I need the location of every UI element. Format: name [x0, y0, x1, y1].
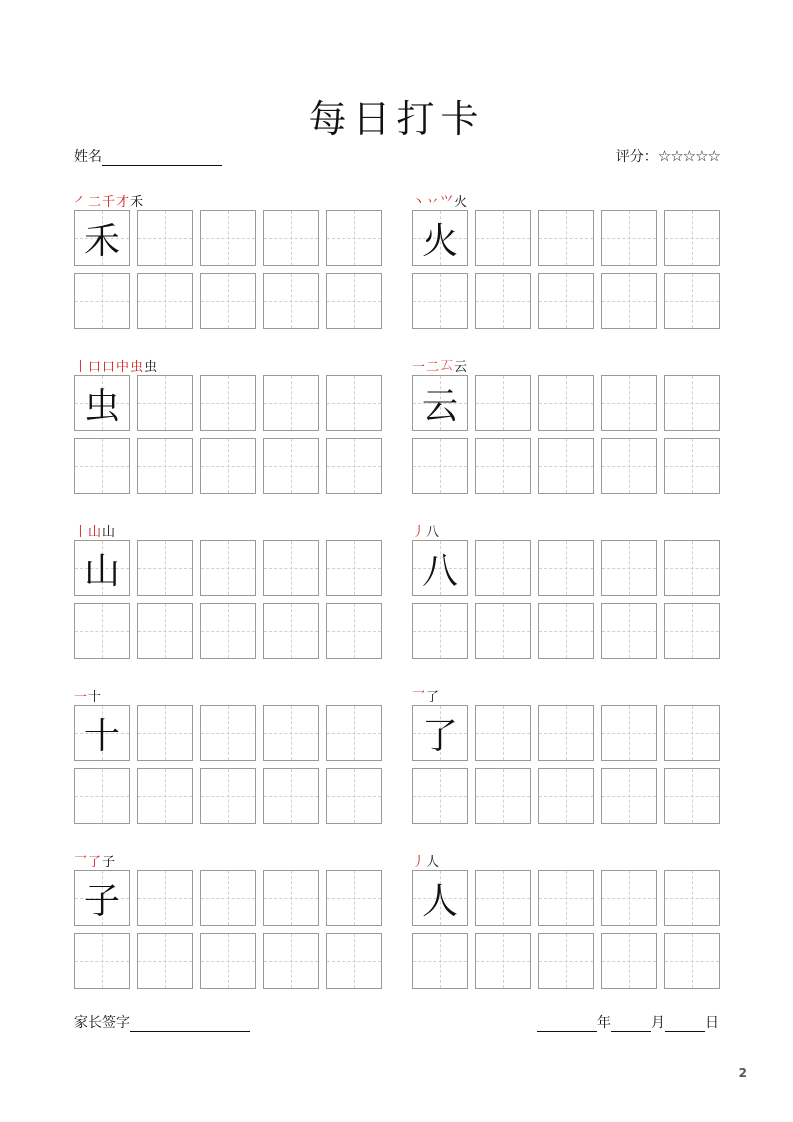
practice-cell[interactable] — [664, 210, 720, 266]
practice-cell[interactable] — [538, 438, 594, 494]
page-title: 每日打卡 — [308, 97, 485, 141]
model-character: 人 — [421, 880, 458, 922]
stroke-step: 一 — [412, 359, 426, 375]
stroke-step: 𠫔 — [440, 358, 454, 374]
page-number: 2 — [738, 1066, 747, 1080]
stroke-step: ㇒ — [74, 194, 88, 210]
practice-cell[interactable] — [601, 540, 657, 596]
practice-cell[interactable] — [326, 273, 382, 329]
year-label: 年 — [597, 1015, 611, 1031]
practice-cell[interactable] — [137, 933, 193, 989]
practice-cell[interactable] — [601, 705, 657, 761]
practice-cell[interactable] — [412, 603, 468, 659]
practice-cell[interactable] — [74, 603, 130, 659]
model-character-cell — [412, 705, 468, 761]
model-character: 虫 — [83, 385, 120, 427]
practice-block — [412, 355, 724, 505]
practice-cell[interactable] — [664, 705, 720, 761]
practice-cell[interactable] — [263, 603, 319, 659]
practice-cell[interactable] — [664, 273, 720, 329]
practice-cell[interactable] — [326, 375, 382, 431]
practice-cell[interactable] — [475, 603, 531, 659]
parent-sign-label: 家长签字 — [74, 1015, 130, 1031]
practice-cell[interactable] — [263, 210, 319, 266]
practice-cell[interactable] — [200, 870, 256, 926]
practice-cell[interactable] — [475, 933, 531, 989]
stroke-order — [74, 850, 116, 870]
practice-cell[interactable] — [326, 603, 382, 659]
practice-cell[interactable] — [538, 273, 594, 329]
stroke-step: 千 — [102, 194, 116, 210]
practice-cell[interactable] — [475, 870, 531, 926]
stroke-order — [74, 685, 102, 705]
model-character-cell — [74, 210, 130, 266]
model-character: 火 — [421, 220, 458, 262]
stroke-step: 丨 — [74, 359, 88, 375]
practice-cell[interactable] — [601, 603, 657, 659]
practice-cell[interactable] — [200, 438, 256, 494]
practice-cell[interactable] — [412, 933, 468, 989]
practice-cell[interactable] — [137, 438, 193, 494]
practice-cell[interactable] — [200, 768, 256, 824]
practice-cell[interactable] — [326, 768, 382, 824]
practice-cell[interactable] — [326, 438, 382, 494]
date-field — [537, 1012, 719, 1032]
practice-cell[interactable] — [538, 603, 594, 659]
practice-block — [412, 190, 724, 340]
practice-cell[interactable] — [664, 540, 720, 596]
practice-cell[interactable] — [601, 375, 657, 431]
stroke-order — [74, 520, 116, 540]
practice-block — [74, 685, 386, 835]
stroke-step: 二 — [88, 194, 102, 210]
model-character-cell — [412, 870, 468, 926]
practice-cell[interactable] — [538, 933, 594, 989]
stroke-step: 丷 — [426, 194, 440, 210]
practice-cell[interactable] — [475, 705, 531, 761]
stroke-step-final: 人 — [426, 854, 440, 870]
practice-cell[interactable] — [664, 438, 720, 494]
practice-cell[interactable] — [601, 273, 657, 329]
stroke-step: 丿 — [412, 524, 426, 540]
practice-cell[interactable] — [664, 603, 720, 659]
practice-cell[interactable] — [74, 273, 130, 329]
stroke-order — [412, 190, 468, 210]
practice-cell[interactable] — [475, 210, 531, 266]
practice-cell[interactable] — [137, 273, 193, 329]
practice-cell[interactable] — [74, 933, 130, 989]
practice-block — [74, 190, 386, 340]
practice-cell[interactable] — [326, 210, 382, 266]
stroke-step-final: 了 — [426, 689, 440, 705]
score-field — [616, 146, 720, 166]
score-stars-icon: ☆☆☆☆☆ — [657, 147, 720, 165]
model-character: 山 — [83, 550, 120, 592]
practice-cell[interactable] — [475, 375, 531, 431]
stroke-step: 二 — [426, 359, 440, 375]
stroke-step-final: 山 — [102, 524, 116, 540]
practice-cell[interactable] — [326, 870, 382, 926]
practice-block — [74, 850, 386, 1000]
practice-cell[interactable] — [538, 375, 594, 431]
stroke-step: 了 — [88, 854, 102, 870]
practice-cell[interactable] — [137, 210, 193, 266]
practice-cell[interactable] — [263, 375, 319, 431]
day-blank-line[interactable] — [665, 1013, 705, 1032]
practice-cell[interactable] — [326, 933, 382, 989]
practice-cell[interactable] — [263, 768, 319, 824]
stroke-step: 丨 — [74, 524, 88, 540]
practice-cell[interactable] — [137, 870, 193, 926]
stroke-step-final: 十 — [88, 689, 102, 705]
practice-cell[interactable] — [601, 438, 657, 494]
model-character-cell — [74, 540, 130, 596]
practice-cell[interactable] — [664, 870, 720, 926]
day-label: 日 — [705, 1015, 719, 1031]
practice-cell[interactable] — [263, 438, 319, 494]
practice-cell[interactable] — [664, 375, 720, 431]
practice-cell[interactable] — [200, 375, 256, 431]
model-character: 禾 — [83, 220, 120, 262]
practice-cell[interactable] — [263, 273, 319, 329]
stroke-step-final: 子 — [102, 854, 116, 870]
practice-block — [412, 850, 724, 1000]
practice-cell[interactable] — [137, 375, 193, 431]
model-character-cell — [74, 375, 130, 431]
stroke-step: 乛 — [412, 689, 426, 705]
practice-cell[interactable] — [200, 210, 256, 266]
practice-cell[interactable] — [664, 768, 720, 824]
practice-cell[interactable] — [538, 870, 594, 926]
practice-cell[interactable] — [601, 933, 657, 989]
stroke-order — [412, 850, 440, 870]
stroke-order — [412, 520, 440, 540]
practice-cell[interactable] — [263, 540, 319, 596]
practice-cell[interactable] — [538, 540, 594, 596]
practice-cell[interactable] — [263, 705, 319, 761]
practice-cell[interactable] — [601, 768, 657, 824]
practice-block — [74, 355, 386, 505]
practice-cell[interactable] — [263, 870, 319, 926]
stroke-step-final: 禾 — [130, 194, 144, 210]
signature-blank-line[interactable] — [130, 1013, 250, 1032]
practice-cell[interactable] — [538, 768, 594, 824]
practice-cell[interactable] — [137, 705, 193, 761]
stroke-step-final: 八 — [426, 524, 440, 540]
practice-cell[interactable] — [412, 438, 468, 494]
practice-cell[interactable] — [200, 540, 256, 596]
practice-cell[interactable] — [601, 210, 657, 266]
stroke-step: 山 — [88, 524, 102, 540]
name-label: 姓名 — [74, 149, 102, 165]
practice-cell[interactable] — [538, 210, 594, 266]
model-character: 云 — [421, 385, 458, 427]
stroke-step: 虫 — [130, 359, 144, 375]
practice-cell[interactable] — [475, 768, 531, 824]
model-character-cell — [74, 705, 130, 761]
stroke-order — [74, 190, 144, 210]
month-blank-line[interactable] — [611, 1013, 651, 1032]
practice-cell[interactable] — [412, 768, 468, 824]
stroke-step: 口 — [102, 359, 116, 375]
practice-cell[interactable] — [74, 438, 130, 494]
stroke-order — [412, 685, 440, 705]
practice-block — [74, 520, 386, 670]
practice-cell[interactable] — [263, 933, 319, 989]
stroke-step-final: 云 — [454, 359, 468, 375]
stroke-step: 𭕄 — [440, 194, 454, 210]
stroke-step: 一 — [74, 689, 88, 705]
practice-cell[interactable] — [475, 438, 531, 494]
practice-block — [412, 520, 724, 670]
score-label: 评分： — [615, 149, 658, 165]
practice-block — [412, 685, 724, 835]
practice-cell[interactable] — [475, 273, 531, 329]
practice-cell[interactable] — [200, 933, 256, 989]
practice-cell[interactable] — [601, 870, 657, 926]
practice-cell[interactable] — [326, 540, 382, 596]
model-character-cell — [412, 540, 468, 596]
model-character-cell — [412, 375, 468, 431]
name-field — [74, 146, 222, 166]
practice-cell[interactable] — [475, 540, 531, 596]
model-character: 十 — [83, 715, 120, 757]
year-blank-line[interactable] — [537, 1013, 597, 1032]
stroke-order — [412, 355, 468, 375]
practice-cell[interactable] — [200, 705, 256, 761]
stroke-step-final: 火 — [454, 194, 468, 210]
stroke-step: 才 — [116, 194, 130, 210]
practice-cell[interactable] — [137, 603, 193, 659]
practice-cell[interactable] — [200, 603, 256, 659]
stroke-step: 口 — [88, 359, 102, 375]
model-character: 子 — [83, 880, 120, 922]
model-character: 八 — [421, 550, 458, 592]
stroke-step: 丿 — [412, 854, 426, 870]
parent-signature-field — [74, 1012, 250, 1032]
stroke-order — [74, 355, 158, 375]
stroke-step: 乛 — [74, 854, 88, 870]
practice-cell[interactable] — [412, 273, 468, 329]
practice-cell[interactable] — [200, 273, 256, 329]
stroke-step: 丶 — [412, 194, 426, 210]
practice-cell[interactable] — [326, 705, 382, 761]
name-blank-line[interactable] — [102, 147, 222, 166]
model-character: 了 — [421, 715, 458, 757]
model-character-cell — [74, 870, 130, 926]
stroke-step-final: 虫 — [144, 359, 158, 375]
stroke-step: 中 — [116, 359, 130, 375]
practice-cell[interactable] — [538, 705, 594, 761]
practice-cell[interactable] — [664, 933, 720, 989]
month-label: 月 — [651, 1015, 665, 1031]
practice-cell[interactable] — [137, 540, 193, 596]
model-character-cell — [412, 210, 468, 266]
practice-cell[interactable] — [137, 768, 193, 824]
practice-cell[interactable] — [74, 768, 130, 824]
